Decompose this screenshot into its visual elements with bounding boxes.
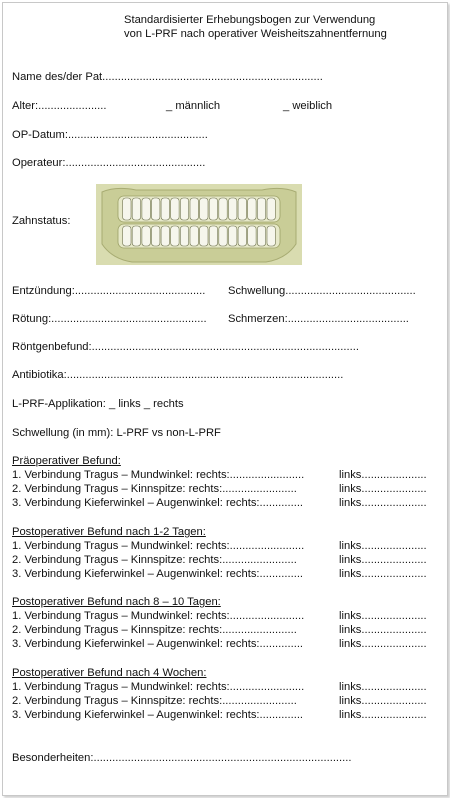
upper-tooth [219, 198, 227, 220]
surgeon-field[interactable]: Operateur:............................................. [12, 157, 206, 169]
lower-tooth [123, 226, 131, 246]
age-field[interactable]: Alter:...................... [12, 100, 107, 112]
upper-tooth [152, 198, 160, 220]
lower-tooth [219, 226, 227, 246]
upper-tooth [142, 198, 150, 220]
measurement-right[interactable]: 2. Verbindung Tragus – Kinnspitze: rechts:........................ [12, 554, 297, 566]
measurement-right[interactable]: 2. Verbindung Tragus – Kinnspitze: rechts:........................ [12, 624, 297, 636]
lower-tooth [209, 226, 217, 246]
remarks-field[interactable]: Besonderheiten:................................................................................... [12, 752, 352, 764]
measurement-right[interactable]: 3. Verbindung Kieferwinkel – Augenwinkel: rechts:.............. [12, 497, 304, 509]
measurement-left[interactable]: links..................... [339, 497, 427, 509]
measurement-right[interactable]: 3. Verbindung Kieferwinkel – Augenwinkel: rechts:.............. [12, 638, 304, 650]
measurement-left[interactable]: links..................... [339, 709, 427, 721]
lower-tooth [190, 226, 198, 246]
measurement-right[interactable]: 3. Verbindung Kieferwinkel – Augenwinkel: rechts:.............. [12, 568, 304, 580]
measurement-right[interactable]: 1. Verbindung Tragus – Mundwinkel: rechts:........................ [12, 610, 305, 622]
dental-status-label: Zahnstatus: [12, 215, 71, 227]
upper-tooth [190, 198, 198, 220]
measurement-left[interactable]: links..................... [339, 554, 427, 566]
measurement-right[interactable]: 2. Verbindung Tragus – Kinnspitze: rechts:........................ [12, 483, 297, 495]
swelling-comparison-label: Schwellung (in mm): L-PRF vs non-L-PRF [12, 427, 221, 439]
measurement-left[interactable]: links..................... [339, 695, 427, 707]
male-option[interactable]: _ männlich [166, 100, 221, 112]
upper-tooth [171, 198, 179, 220]
swelling-field[interactable]: Schwellung.......................................... [228, 285, 416, 297]
name-field[interactable]: Name des/der Pat....................................................................... [12, 71, 323, 83]
inflammation-field[interactable]: Entzündung:.......................................... [12, 285, 206, 297]
title-line-2: von L-PRF nach operativer Weisheitszahnentfernung [124, 28, 387, 40]
measurement-left[interactable]: links..................... [339, 540, 427, 552]
lower-tooth [267, 226, 275, 246]
upper-tooth [267, 198, 275, 220]
document-title [124, 13, 387, 41]
measurement-left[interactable]: links..................... [339, 681, 427, 693]
pain-field[interactable]: Schmerzen:....................................... [228, 313, 409, 325]
lower-tooth [152, 226, 160, 246]
lower-tooth [161, 226, 169, 246]
section-heading: Postoperativer Befund nach 4 Wochen: [12, 667, 207, 679]
upper-tooth [257, 198, 265, 220]
upper-tooth [209, 198, 217, 220]
measurement-right[interactable]: 1. Verbindung Tragus – Mundwinkel: rechts:........................ [12, 469, 305, 481]
lower-tooth [180, 226, 188, 246]
lower-tooth [200, 226, 208, 246]
lower-tooth [171, 226, 179, 246]
measurement-right[interactable]: 1. Verbindung Tragus – Mundwinkel: rechts:........................ [12, 540, 305, 552]
measurement-right[interactable]: 2. Verbindung Tragus – Kinnspitze: rechts:........................ [12, 695, 297, 707]
upper-tooth [161, 198, 169, 220]
lower-tooth [238, 226, 246, 246]
upper-tooth [132, 198, 140, 220]
upper-tooth [180, 198, 188, 220]
measurement-left[interactable]: links..................... [339, 624, 427, 636]
section-heading: Präoperativer Befund: [12, 455, 121, 467]
lower-tooth [229, 226, 237, 246]
section-heading: Postoperativer Befund nach 8 – 10 Tagen: [12, 596, 221, 608]
lprf-application-options[interactable]: L-PRF-Applikation: _ links _ rechts [12, 398, 184, 410]
lower-tooth [257, 226, 265, 246]
upper-tooth [238, 198, 246, 220]
dental-chart-image [96, 184, 302, 265]
measurement-left[interactable]: links..................... [339, 568, 427, 580]
measurement-right[interactable]: 1. Verbindung Tragus – Mundwinkel: rechts:........................ [12, 681, 305, 693]
upper-tooth [123, 198, 131, 220]
op-date-field[interactable]: OP-Datum:............................................. [12, 129, 208, 141]
title-line-1: Standardisierter Erhebungsbogen zur Verwendung [124, 14, 376, 26]
section-heading: Postoperativer Befund nach 1-2 Tagen: [12, 526, 206, 538]
upper-tooth [248, 198, 256, 220]
lower-tooth [142, 226, 150, 246]
measurement-left[interactable]: links..................... [339, 638, 427, 650]
lower-tooth [132, 226, 140, 246]
measurement-left[interactable]: links..................... [339, 483, 427, 495]
measurement-right[interactable]: 3. Verbindung Kieferwinkel – Augenwinkel: rechts:.............. [12, 709, 304, 721]
measurement-left[interactable]: links..................... [339, 469, 427, 481]
redness-field[interactable]: Rötung:.................................................. [12, 313, 207, 325]
measurement-left[interactable]: links..................... [339, 610, 427, 622]
lower-tooth [248, 226, 256, 246]
female-option[interactable]: _ weiblich [283, 100, 333, 112]
xray-field[interactable]: Röntgenbefund:...................................................................................... [12, 341, 359, 353]
upper-tooth [200, 198, 208, 220]
antibiotics-field[interactable]: Antibiotika:......................................................................................... [12, 369, 344, 381]
upper-tooth [229, 198, 237, 220]
